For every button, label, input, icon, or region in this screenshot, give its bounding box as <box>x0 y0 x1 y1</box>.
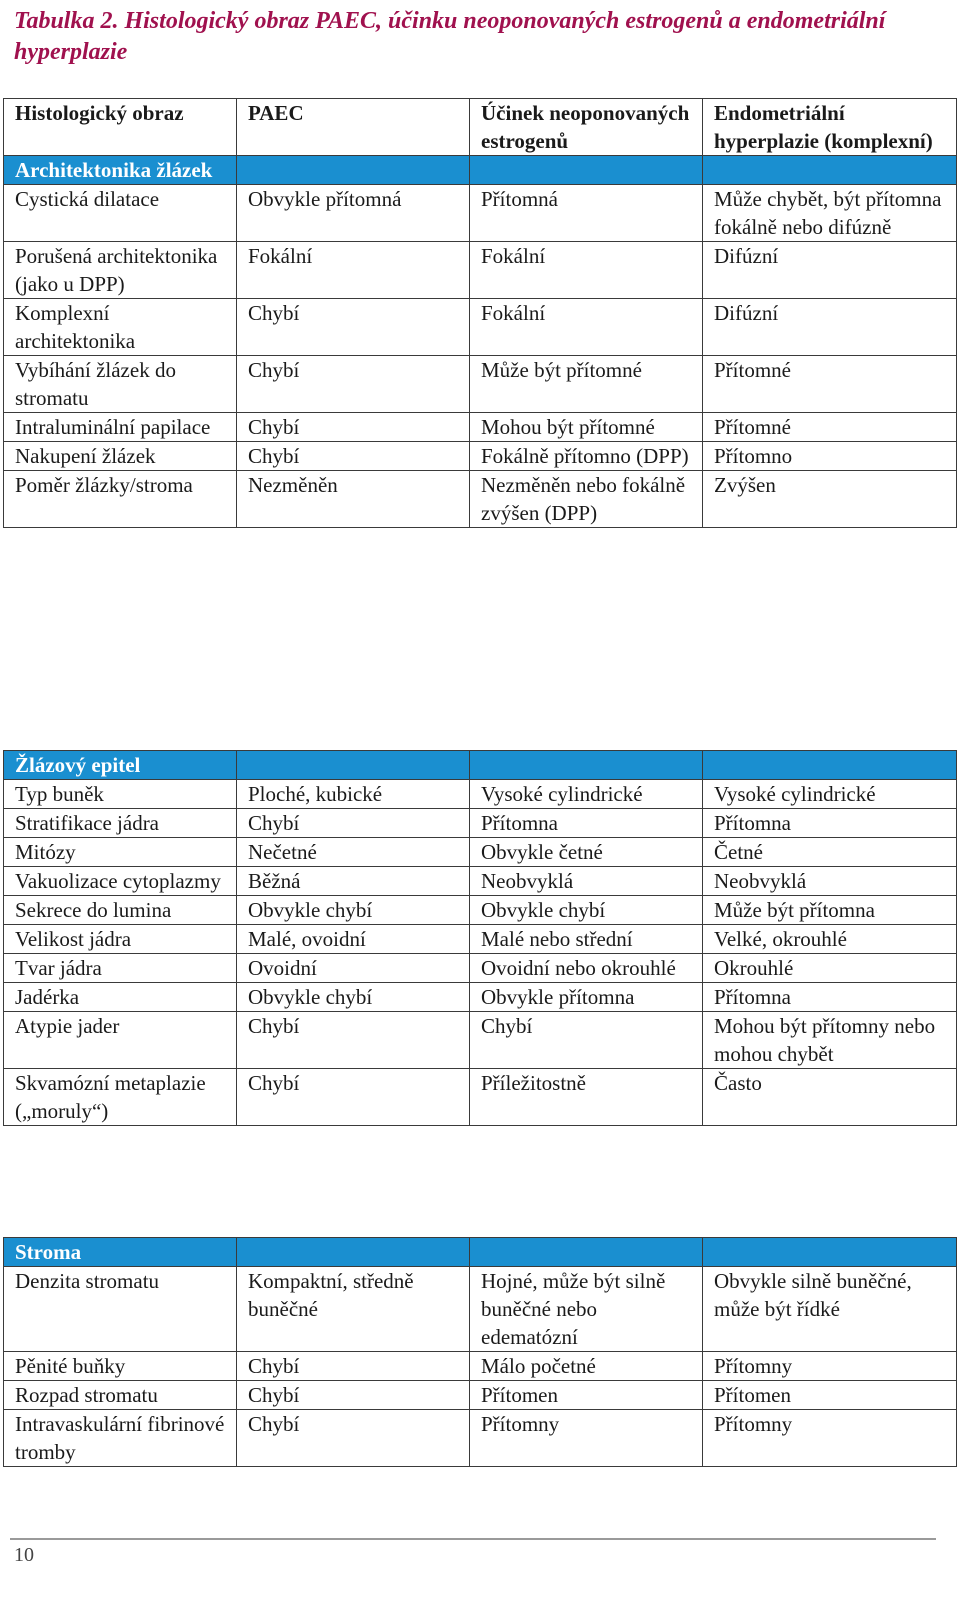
table-cell: Přítomna <box>703 983 957 1012</box>
epithelium-table <box>3 750 957 1126</box>
table-cell: Chybí <box>470 1012 703 1069</box>
table-cell: Ploché, kubické <box>237 780 470 809</box>
table-row <box>4 954 957 983</box>
section-blank-cell <box>703 1238 957 1267</box>
column-header: Účinek neoponovaných estrogenů <box>470 99 703 156</box>
row-label: Nakupení žlázek <box>4 442 237 471</box>
table-row <box>4 809 957 838</box>
section-blank-cell <box>470 1238 703 1267</box>
table-cell: Nezměněn nebo fokálně zvýšen (DPP) <box>470 471 703 528</box>
table-row <box>4 1381 957 1410</box>
section-blank-cell <box>237 156 470 185</box>
section-blank-cell <box>470 156 703 185</box>
row-label: Vakuolizace cytoplazmy <box>4 867 237 896</box>
table-cell: Neobvyklá <box>470 867 703 896</box>
table-cell: Obvykle chybí <box>237 983 470 1012</box>
table-row <box>4 1069 957 1126</box>
table-cell: Obvykle chybí <box>470 896 703 925</box>
table-cell: Přítomen <box>470 1381 703 1410</box>
table-row <box>4 896 957 925</box>
table-cell: Může být přítomna <box>703 896 957 925</box>
architecture-table <box>3 98 957 528</box>
table-row <box>4 838 957 867</box>
row-label: Intraluminální papilace <box>4 413 237 442</box>
column-header: Histologický obraz <box>4 99 237 156</box>
table-cell: Přítomné <box>703 413 957 442</box>
table-cell: Často <box>703 1069 957 1126</box>
row-label: Stratifikace jádra <box>4 809 237 838</box>
table-cell: Chybí <box>237 1352 470 1381</box>
table-cell: Difúzní <box>703 242 957 299</box>
table-cell: Chybí <box>237 356 470 413</box>
section-title: Žlázový epitel <box>4 751 237 780</box>
table-cell: Obvykle přítomná <box>237 185 470 242</box>
table-cell: Běžná <box>237 867 470 896</box>
row-label: Sekrece do lumina <box>4 896 237 925</box>
row-label: Cystická dilatace <box>4 185 237 242</box>
section-blank-cell <box>703 751 957 780</box>
row-label: Rozpad stromatu <box>4 1381 237 1410</box>
stroma-table <box>3 1237 957 1467</box>
section-title: Stroma <box>4 1238 237 1267</box>
table-cell: Obvykle přítomna <box>470 983 703 1012</box>
table-cell: Fokálně přítomno (DPP) <box>470 442 703 471</box>
table-row <box>4 1012 957 1069</box>
table-cell: Fokální <box>470 242 703 299</box>
table-cell: Málo početné <box>470 1352 703 1381</box>
footer-divider <box>10 1538 936 1540</box>
table-cell: Neobvyklá <box>703 867 957 896</box>
section-row <box>4 1238 957 1267</box>
table-cell: Chybí <box>237 413 470 442</box>
section-blank-cell <box>470 751 703 780</box>
row-label: Komplexní architektonika <box>4 299 237 356</box>
table-cell: Velké, okrouhlé <box>703 925 957 954</box>
table-row <box>4 925 957 954</box>
table-row <box>4 1267 957 1352</box>
table-cell: Přítomen <box>703 1381 957 1410</box>
table-cell: Chybí <box>237 1381 470 1410</box>
table-cell: Chybí <box>237 809 470 838</box>
table-cell: Mohou být přítomny nebo mohou chybět <box>703 1012 957 1069</box>
table-cell: Obvykle chybí <box>237 896 470 925</box>
table-cell: Nezměněn <box>237 471 470 528</box>
section-row <box>4 156 957 185</box>
table-cell: Fokální <box>470 299 703 356</box>
row-label: Atypie jader <box>4 1012 237 1069</box>
table-row <box>4 983 957 1012</box>
table-cell: Přítomna <box>703 809 957 838</box>
row-label: Typ buněk <box>4 780 237 809</box>
table-row <box>4 442 957 471</box>
table-cell: Fokální <box>237 242 470 299</box>
table-row <box>4 299 957 356</box>
row-label: Tvar jádra <box>4 954 237 983</box>
table-cell: Příležitostně <box>470 1069 703 1126</box>
row-label: Jadérka <box>4 983 237 1012</box>
table-cell: Přítomny <box>470 1410 703 1467</box>
table-row <box>4 413 957 442</box>
row-label: Mitózy <box>4 838 237 867</box>
table-cell: Obvykle silně buněčné, může být řídké <box>703 1267 957 1352</box>
table-cell: Přítomné <box>703 356 957 413</box>
table-cell: Vysoké cylindrické <box>470 780 703 809</box>
table-cell: Malé, ovoidní <box>237 925 470 954</box>
table-cell: Nečetné <box>237 838 470 867</box>
table-row <box>4 1410 957 1467</box>
page-number: 10 <box>14 1544 34 1566</box>
table-cell: Přítomna <box>470 809 703 838</box>
header-row <box>4 99 957 156</box>
table-cell: Četné <box>703 838 957 867</box>
table-cell: Malé nebo střední <box>470 925 703 954</box>
table-row <box>4 780 957 809</box>
table-cell: Chybí <box>237 1069 470 1126</box>
row-label: Denzita stromatu <box>4 1267 237 1352</box>
table-cell: Chybí <box>237 442 470 471</box>
row-label: Pěnité buňky <box>4 1352 237 1381</box>
table-cell: Chybí <box>237 1012 470 1069</box>
table-cell: Zvýšen <box>703 471 957 528</box>
table-cell: Okrouhlé <box>703 954 957 983</box>
table-cell: Mohou být přítomné <box>470 413 703 442</box>
section-blank-cell <box>703 156 957 185</box>
column-header: PAEC <box>237 99 470 156</box>
table-cell: Přítomno <box>703 442 957 471</box>
table-row <box>4 185 957 242</box>
table-cell: Přítomná <box>470 185 703 242</box>
table-cell: Kompaktní, středně buněčné <box>237 1267 470 1352</box>
row-label: Poměr žlázky/stroma <box>4 471 237 528</box>
table-cell: Vysoké cylindrické <box>703 780 957 809</box>
section-row <box>4 751 957 780</box>
row-label: Velikost jádra <box>4 925 237 954</box>
table-caption: Tabulka 2. Histologický obraz PAEC, účinku neoponovaných estrogenů a endometriální hyperplazie <box>14 8 886 65</box>
table-cell: Chybí <box>237 299 470 356</box>
table-cell: Hojné, může být silně buněčné nebo edematózní <box>470 1267 703 1352</box>
section-blank-cell <box>237 1238 470 1267</box>
table-row <box>4 1352 957 1381</box>
table-cell: Chybí <box>237 1410 470 1467</box>
row-label: Intravaskulární fibrinové tromby <box>4 1410 237 1467</box>
row-label: Porušená architektonika (jako u DPP) <box>4 242 237 299</box>
table-cell: Ovoidní <box>237 954 470 983</box>
row-label: Vybíhání žlázek do stromatu <box>4 356 237 413</box>
row-label: Skvamózní metaplazie („moruly“) <box>4 1069 237 1126</box>
section-blank-cell <box>237 751 470 780</box>
table-cell: Může chybět, být přítomna fokálně nebo difúzně <box>703 185 957 242</box>
section-title: Architektonika žlázek <box>4 156 237 185</box>
table-cell: Může být přítomné <box>470 356 703 413</box>
table-cell: Ovoidní nebo okrouhlé <box>470 954 703 983</box>
table-row <box>4 867 957 896</box>
table-cell: Přítomny <box>703 1352 957 1381</box>
table-row <box>4 242 957 299</box>
table-row <box>4 356 957 413</box>
table-row <box>4 471 957 528</box>
column-header: Endometriální hyperplazie (komplexní) <box>703 99 957 156</box>
table-cell: Přítomny <box>703 1410 957 1467</box>
table-cell: Difúzní <box>703 299 957 356</box>
table-cell: Obvykle četné <box>470 838 703 867</box>
